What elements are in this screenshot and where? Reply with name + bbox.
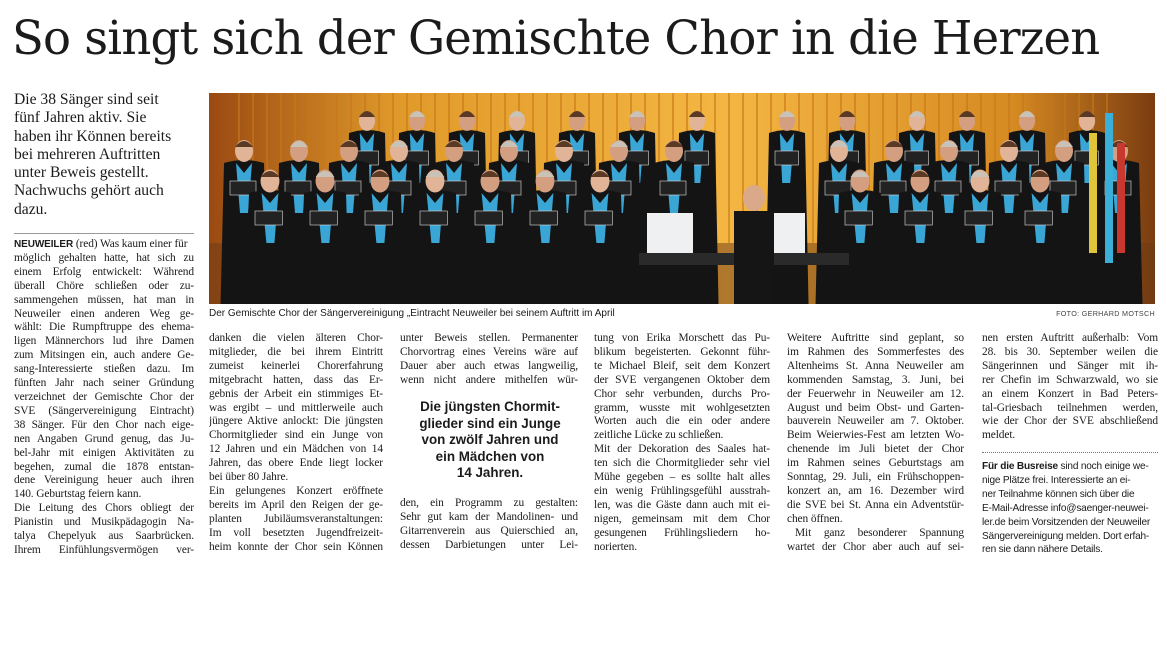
info-line: nige Plätze frei. Interessierte an ei- [982,474,1131,486]
col1-line: 38 Sänger. Für den Chor nach eige- [14,418,194,431]
column-6 [982,332,1158,443]
col1-line: talya Chepelyuk aus Saarbrücken. [14,530,194,543]
col4-line: blikum begeisterten. Gekonnt führ- [594,345,770,358]
col1-line: einem Erfolg entwickelt: Während [14,265,194,278]
col6-line: nen ersten Auftritt außerhalb: Vom [982,332,1158,344]
info-divider [982,452,1158,453]
info-line: Sängervereinigung melden. Dort erfah- [982,530,1150,542]
col2-line: bei über 80 Jahre. [209,471,289,484]
col3b-line: den, ein Programm zu gestalten: [400,497,578,509]
col6-line: rer Chefin im Schwarzwald, wo sie [982,373,1158,386]
col3a-line: unter Beweis stellen. Permanenter [400,332,578,344]
col4-line: der SVE vergangenen Oktober dem [594,373,770,386]
col2-line: Jahren, das obere Ende liegt locker [209,457,383,470]
col2-line: jüngere Aktive anlockt: Die jüngsten [209,415,383,428]
col4-line: nigen, gemeinsam mit dem Chor [594,512,770,525]
teaser-rule [14,233,194,234]
col2-line: Chormitglieder sind ein Junge von [209,429,383,442]
col5-line: im Rahmen seines Geburtstags am [787,457,964,470]
col1-line: ligen Männerchors lud ihre Damen [14,335,194,348]
teaser-line: haben ihr Können bereits [14,127,172,145]
col1-line: sammengehen müssen, hat man in [14,293,194,306]
col2-line: was ergibt – und mittlerweile auch [209,401,383,414]
col3a-line: wenn nicht andere mithelfen wür- [400,373,578,386]
col1-line: verzeichnet der Gemischte Chor der [14,390,194,403]
col2-line: Ein gelungenes Konzert eröffnete [209,484,383,497]
col3b-line: Gitarrenverein aus Quierschied an, [400,524,578,537]
pull-quote [400,399,580,482]
col5-line: August und beim Obst- und Garten- [787,401,964,414]
info-first-line [982,460,1160,474]
col4-line: tung von Erika Morschett das Pu- [594,332,770,344]
col3a-line: Chorvortrag eines Vereins wäre auf [400,345,578,358]
col6-line: tal-Griesbach teilnehmen werden, [982,401,1158,414]
col2-line: bereits im April den Reigen der ge- [209,498,383,511]
col1-line: wählt: Die Rumpftruppe des ehema- [14,321,194,334]
col4-line: Mühe gegeben – es sollte halt alles [594,471,770,484]
col3b-line: dessen Darbietungen unter Lei- [400,538,578,551]
col1-line: Ihrem Einfühlungsvermögen ver- [14,543,194,556]
col4-line: gramm, wusste mit wohlgesetzten [594,401,770,414]
pq-line: ein Mädchen von [435,448,545,464]
photo-credit: FOTO: GERHARD MOTSCH [1056,309,1155,318]
col1-line: Pianistin und Musikpädagogin Na- [14,516,194,529]
col6-line: 28. bis 30. September weilen die [982,345,1158,358]
col4-line: ten sich die Chormitglieder sehr viel [594,457,770,470]
col5-line: bauverein Neuweiler am 7. Oktober. [787,415,964,428]
col1-line: Die Leitung des Chors obliegt der [14,502,194,515]
column-5 [787,332,964,555]
col2-line: zumeist keinerlei Chorerfahrung [209,359,383,372]
teaser-line: Nachwuchs gehört auch [14,182,164,200]
col5-line: im Rahmen des Sommerfestes des [787,345,964,358]
col1-line: sang-Interessierte stießen dazu. Im [14,363,194,376]
col5-line: konzert an, am 16. Dezember wird [787,484,964,497]
col5-line: Mit ganz besonderer Spannung [795,526,964,539]
col1-line: fünften Jahr nach seiner Gründung [14,377,194,390]
column-1-first-line [14,238,194,252]
col1-line: nen Angaben Grund genug, das Ju- [14,432,194,445]
col6-line: Sängerinnen und Sänger mit ih- [982,359,1158,372]
info-lead: Für die Busreise [982,461,1058,472]
col6-line: wie der Chor der SVE abschließend [982,415,1158,428]
col5-line: chenende im Juli bietet der Chor [787,443,964,456]
choir-photo [209,93,1155,304]
col5-line: wartet der Chor aber auch auf sei- [787,540,964,553]
col1-line: 140. Geburtstag feiern kann. [14,488,142,501]
info-line: E-Mail-Adresse info@saenger-neuwei- [982,502,1149,514]
column-1 [14,238,194,558]
col4-line: zeitliche Lücke zu schließen. [594,429,724,442]
col1-line: überall Chöre schließen oder zu- [14,279,194,292]
col3a-line: Dauer aber auch etwas langweilig, [400,359,578,372]
col4-line: norierten. [594,540,637,553]
info-line: ler.de beim Vorsitzenden der Neuweiler [982,516,1151,528]
col2-line: mitgebracht hatten, dass das Er- [209,373,383,386]
col1-line: bel-Jahr mit einigen Aktivitäten zu [14,446,194,459]
col5-line: Weitere Auftritte sind geplant, so [787,332,964,344]
teaser-line: fünf Jahren aktiv. Sie [14,109,147,127]
col4-line: gesungenen Frühlingsliedern ho- [594,526,770,539]
dateline: NEUWEILER [14,239,74,250]
col2-line: planten Jubiläumsveranstaltungen: [209,512,383,525]
pq-line: glieder sind ein Junge [419,415,561,431]
column-2 [209,332,383,555]
col1-line: begehen, zumal die 1878 entstan- [14,460,194,473]
teaser-line: unter Beweis gestellt. [14,164,149,182]
col2-line: heim konnte der Chor sein Können [209,540,383,553]
col3b-line: Sehr gut kam der Mandolinen- und [400,510,578,523]
col4-line: Mit der Dekoration des Saales hat- [594,443,770,456]
col5-line: Beim Weierwies-Fest am letzten Wo- [787,429,964,442]
col2-line: 12 Jahren und ein Mädchen von 14 [209,443,383,456]
col5-line: die SVE bei St. Anna ein Adventstür- [787,498,964,511]
column-1-first-text: (red) Was kaum einer für [73,238,188,250]
info-first-text: sind noch einige we- [1057,461,1149,472]
column-3-top [400,332,578,388]
col2-line: Im voll besetzten Jugendfreizeit- [209,526,383,539]
col1-line: zum Mitsingen ein, auch andere Ge- [14,349,194,362]
col1-line: SVE (Sängervereinigung Eintracht) [14,404,194,417]
col6-line: an einem Konzert in Bad Peters- [982,387,1158,400]
col5-line: chen öffnen. [787,512,843,525]
col2-line: gebnis der Arbeit ein stimmiges Et- [209,387,383,400]
pq-line: Die jüngsten Chormit- [420,399,560,414]
photo-caption: Der Gemischte Chor der Sängervereinigung „Eintracht Neuweiler bei seinem Auftritt im April [209,308,615,319]
col5-line: kommenden Samstag, 3. Juni, bei [787,373,964,386]
col5-line: der Feuerwehr in Neuweiler am 12. [787,387,964,400]
col4-line: te Michael Bleif, seit dem Konzert [594,359,770,372]
info-box [982,460,1160,557]
col1-line: dene Vereinigung heuer auch ihren [14,474,194,487]
pq-line: 14 Jahren. [456,465,524,481]
col1-line: Neuweiler einen anderen Weg ge- [14,307,194,320]
teaser-line: bei mehreren Auftritten [14,145,161,163]
col6-line: meldet. [982,429,1016,442]
column-3-bottom [400,497,578,553]
headline: So singt sich der Gemischte Chor in die Herzen [12,11,1100,65]
pq-line: von zwölf Jahren und [421,432,559,448]
teaser-line: Die 38 Sänger sind seit [14,91,159,108]
col4-line: len, was die Gäste dann auch mit ei- [594,498,770,511]
col1-line: möglich gehalten hatte, hat sich zu [14,251,194,264]
column-4 [594,332,770,555]
col2-line: danken die vielen älteren Chor- [209,332,383,344]
col4-line: ein wenig Frühlingsgefühl ausstrah- [594,484,770,497]
col4-line: Chor sehr verbunden, durchs Pro- [594,387,770,400]
col4-line: Worten auch die ein oder andere [594,415,770,428]
info-line: ner Teilnahme können sich über die [982,488,1135,500]
teaser [14,91,186,219]
teaser-line: dazu. [14,200,48,218]
info-line: ren sie dann nähere Details. [982,544,1103,556]
col2-line: mitglieder, die bei ihrem Eintritt [209,345,383,358]
col5-line: Sonntag, 29. Juli, ein Frühschoppen- [787,471,964,484]
col5-line: Altenheims St. Anna Neuweiler am [787,359,964,372]
